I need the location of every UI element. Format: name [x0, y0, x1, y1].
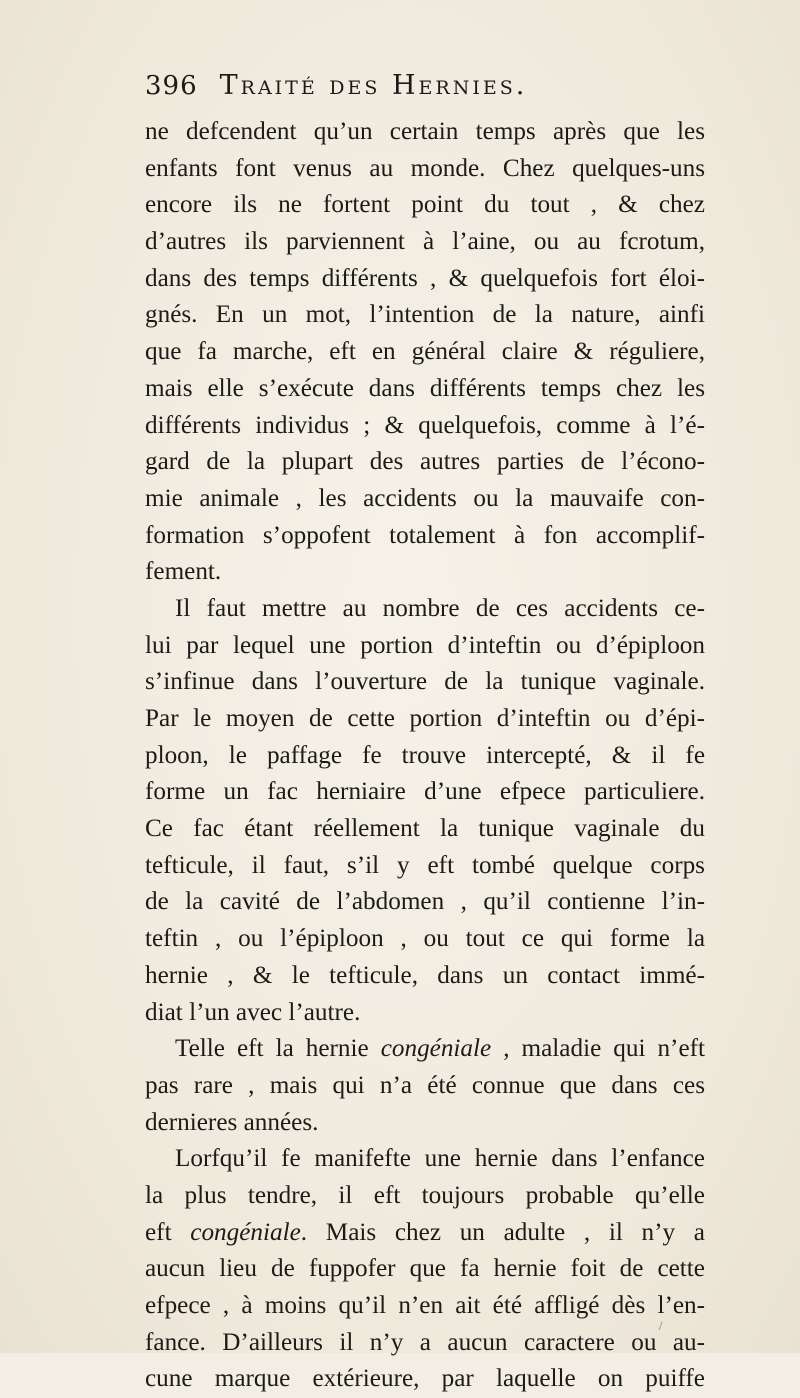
text-line: ploon, le paffage fe trouve intercepté, & il fe	[145, 741, 705, 769]
text-line: encore ils ne fortent point du tout , & chez	[145, 191, 705, 219]
text-line: aucun lieu de fuppofer que fa hernie foit de cette	[145, 1255, 705, 1283]
text-line: mie animale , les accidents ou la mauvaife con-	[145, 484, 705, 512]
text-line: pas rare , mais qui n’a été connue que dans ces	[145, 1071, 705, 1099]
text-line: dans des temps différents , & quelquefois fort éloi-	[145, 264, 705, 292]
text-line: fance. D’ailleurs il n’y a aucun caractere ou au-	[145, 1328, 705, 1356]
text-line: tefticule, il faut, s’il y eft tombé quelque corps	[145, 851, 705, 879]
text-line: ne defcendent qu’un certain temps après que les	[145, 118, 705, 145]
text-line: que fa marche, eft en général claire & réguliere,	[145, 338, 705, 366]
text-line: dernieres années.	[145, 1108, 319, 1136]
body-text	[145, 114, 705, 1398]
text-line: de la cavité de l’abdomen , qu’il contienne l’in-	[145, 888, 705, 916]
text-line: formation s’oppofent totalement à fon accomplif-	[145, 521, 705, 549]
text-line: Lorfqu’il fe manifefte une hernie dans l’enfance	[175, 1145, 705, 1173]
text-line: fement.	[145, 558, 222, 586]
running-title: Traité des Hernies.	[219, 70, 528, 101]
italic-term: congéniale	[190, 1218, 301, 1246]
text-line: cune marque extérieure, par laquelle on puiffe	[145, 1365, 705, 1393]
text-line: gnés. En un mot, l’intention de la nature, ainfi	[145, 301, 705, 329]
text-line: efpece , à moins qu’il n’en ait été affligé dès l’en-	[145, 1292, 705, 1319]
text-line: différents individus ; & quelquefois, comme à l’é-	[145, 411, 705, 439]
text-line: enfants font venus au monde. Chez quelques-uns	[145, 154, 705, 182]
text-line: teftin , ou l’épiploon , ou tout ce qui forme la	[145, 925, 705, 953]
text-line: gard de la plupart des autres parties de l’écono-	[145, 448, 705, 476]
text-line: Il faut mettre au nombre de ces accidents ce-	[175, 594, 705, 622]
italic-term: congéniale	[380, 1035, 492, 1063]
text-line: lui par lequel une portion d’inteftin ou d’épiploon	[145, 631, 705, 659]
text-line: hernie , & le tefticule, dans un contact immé-	[145, 961, 705, 989]
text-line: Telle eft la hernie congéniale , maladie qui n’eft	[175, 1035, 706, 1063]
page-number: 396	[145, 71, 198, 101]
text-line: la plus tendre, il eft toujours probable qu’elle	[145, 1181, 705, 1209]
text-line: Par le moyen de cette portion d’inteftin ou d’épi-	[145, 705, 705, 732]
text-line: s’infinue dans l’ouverture de la tunique vaginale.	[145, 668, 705, 696]
text-line: eft congéniale. Mais chez un adulte , il n’y a	[145, 1218, 705, 1246]
text-line: Ce fac étant réellement la tunique vaginale du	[145, 815, 705, 843]
text-line: mais elle s’exécute dans différents temps chez les	[145, 374, 705, 402]
text-line: d’autres ils parviennent à l’aine, ou au fcrotum,	[145, 228, 705, 256]
text-line: diat l’un avec l’autre.	[145, 998, 361, 1026]
running-header	[145, 70, 705, 114]
text-line: forme un fac herniaire d’une efpece particuliere.	[145, 778, 705, 806]
